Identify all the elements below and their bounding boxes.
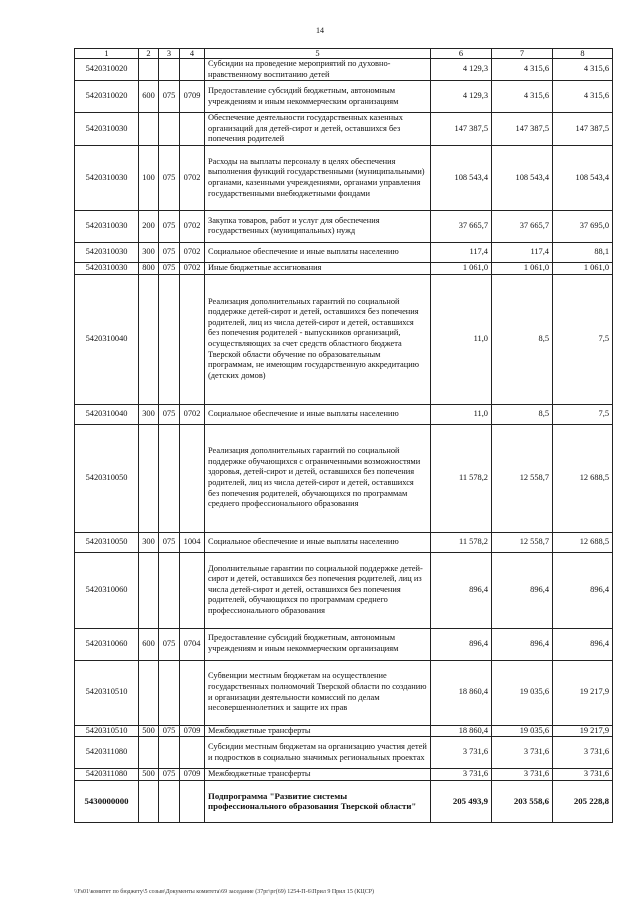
amount-year1-cell: 896,4 [431,628,492,660]
ministry-cell: 075 [159,81,180,113]
ministry-cell: 075 [159,769,180,781]
description-cell: Межбюджетные трансферты [205,725,431,737]
code-cell: 5420310050 [75,532,139,552]
type-cell: 300 [139,242,159,262]
header-cell: 2 [139,49,159,59]
table-row [75,81,613,113]
ministry-cell [159,737,180,769]
description-cell: Социальное обеспечение и иные выплаты населению [205,404,431,424]
amount-year1-cell: 3 731,6 [431,769,492,781]
table-row [75,725,613,737]
section-cell: 0709 [180,769,205,781]
amount-year3-cell: 19 217,9 [553,660,613,725]
amount-year1-cell: 37 665,7 [431,210,492,242]
description-cell: Социальное обеспечение и иные выплаты населению [205,242,431,262]
ministry-cell: 075 [159,532,180,552]
amount-year3-cell: 896,4 [553,628,613,660]
table-row [75,532,613,552]
code-cell: 5430000000 [75,780,139,822]
amount-year2-cell: 3 731,6 [492,769,553,781]
description-cell: Подпрограмма "Развитие системы профессионального образования Тверской области" [205,780,431,822]
amount-year1-cell: 117,4 [431,242,492,262]
section-cell [180,660,205,725]
amount-year2-cell: 4 315,6 [492,59,553,81]
amount-year3-cell: 3 731,6 [553,769,613,781]
section-cell: 0709 [180,725,205,737]
amount-year1-cell: 4 129,3 [431,59,492,81]
amount-year1-cell: 147 387,5 [431,113,492,146]
description-cell: Дополнительные гарантии по социальной поддержке детей-сирот и детей, оставшихся без попечения родителей, лиц из числа детей-сирот и детей, оставшихся без попечения родителей, обучающихся по программам среднего профессионального образования [205,552,431,628]
amount-year2-cell: 8,5 [492,274,553,404]
amount-year2-cell: 8,5 [492,404,553,424]
table-row [75,210,613,242]
amount-year3-cell: 896,4 [553,552,613,628]
amount-year2-cell: 12 558,7 [492,532,553,552]
type-cell: 800 [139,262,159,274]
page-number: 14 [316,26,324,35]
amount-year1-cell: 11 578,2 [431,424,492,532]
amount-year2-cell: 896,4 [492,628,553,660]
amount-year3-cell: 108 543,4 [553,145,613,210]
code-cell: 5420310020 [75,59,139,81]
amount-year1-cell: 18 860,4 [431,660,492,725]
code-cell: 5420310020 [75,81,139,113]
type-cell: 100 [139,145,159,210]
amount-year2-cell: 4 315,6 [492,81,553,113]
ministry-cell: 075 [159,404,180,424]
ministry-cell: 075 [159,145,180,210]
type-cell [139,113,159,146]
amount-year1-cell: 11 578,2 [431,532,492,552]
section-cell [180,424,205,532]
code-cell: 5420311080 [75,737,139,769]
amount-year3-cell: 3 731,6 [553,737,613,769]
table-row [75,262,613,274]
description-cell: Реализация дополнительных гарантий по социальной поддержке детей-сирот и детей, оставшихся без попечения родителей, лиц из числа детей-сирот и детей, оставшихся без попечения родителей - выпускников организаций, осуществляющих за счет средств областного бюджета Тверской области обучение по образовательным программам, не имеющим государственную аккредитацию (детских домов) [205,274,431,404]
code-cell: 5420310030 [75,242,139,262]
type-cell: 200 [139,210,159,242]
section-cell [180,113,205,146]
table-row [75,404,613,424]
table-row [75,145,613,210]
type-cell: 500 [139,769,159,781]
code-cell: 5420310060 [75,552,139,628]
amount-year2-cell: 1 061,0 [492,262,553,274]
description-cell: Субсидии местным бюджетам на организацию участия детей и подростков в социально значимых региональных проектах [205,737,431,769]
amount-year3-cell: 205 228,8 [553,780,613,822]
ministry-cell [159,424,180,532]
table-row [75,769,613,781]
code-cell: 5420310030 [75,210,139,242]
ministry-cell [159,59,180,81]
type-cell: 300 [139,532,159,552]
section-cell: 0709 [180,81,205,113]
type-cell [139,552,159,628]
description-cell: Предоставление субсидий бюджетным, автономным учреждениям и иным некоммерческим организациям [205,628,431,660]
table-row [75,113,613,146]
section-cell [180,59,205,81]
code-cell: 5420310060 [75,628,139,660]
amount-year2-cell: 203 558,6 [492,780,553,822]
type-cell [139,780,159,822]
section-cell: 0702 [180,262,205,274]
amount-year1-cell: 896,4 [431,552,492,628]
description-cell: Закупка товаров, работ и услуг для обеспечения государственных (муниципальных) нужд [205,210,431,242]
code-cell: 5420310040 [75,274,139,404]
amount-year1-cell: 4 129,3 [431,81,492,113]
file-path-footer: \\Fs01\комитет по бюджету\5 созыв\Документы комитета\69 заседание (37рг\рг(69) 1254-П-6\Прил 9 Прил 15 (КЦСР) [74,889,375,895]
type-cell: 600 [139,81,159,113]
ministry-cell: 075 [159,242,180,262]
code-cell: 5420311080 [75,769,139,781]
amount-year2-cell: 37 665,7 [492,210,553,242]
amount-year1-cell: 205 493,9 [431,780,492,822]
table-row [75,780,613,822]
description-cell: Субвенции местным бюджетам на осуществление государственных полномочий Тверской области по созданию и организации деятельности комиссий по делам несовершеннолетних и защите их прав [205,660,431,725]
header-cell: 7 [492,49,553,59]
amount-year1-cell: 3 731,6 [431,737,492,769]
amount-year1-cell: 18 860,4 [431,725,492,737]
amount-year2-cell: 3 731,6 [492,737,553,769]
amount-year2-cell: 896,4 [492,552,553,628]
table-row [75,660,613,725]
ministry-cell [159,660,180,725]
amount-year1-cell: 11,0 [431,274,492,404]
ministry-cell [159,552,180,628]
section-cell: 1004 [180,532,205,552]
section-cell: 0702 [180,210,205,242]
description-cell: Реализация дополнительных гарантий по социальной поддержке обучающихся с ограниченными возможностями здоровья, детей-сирот и детей, оставшихся без попечения родителей, лиц из числа детей-сирот и детей, оставшихся без попечения родителей, обучающихся по программам среднего профессионального образования [205,424,431,532]
amount-year3-cell: 4 315,6 [553,81,613,113]
code-cell: 5420310510 [75,660,139,725]
section-cell [180,274,205,404]
table-row [75,59,613,81]
table-row [75,274,613,404]
ministry-cell [159,274,180,404]
amount-year2-cell: 12 558,7 [492,424,553,532]
amount-year3-cell: 88,1 [553,242,613,262]
header-cell: 4 [180,49,205,59]
section-cell: 0704 [180,628,205,660]
type-cell: 500 [139,725,159,737]
amount-year3-cell: 19 217,9 [553,725,613,737]
section-cell [180,552,205,628]
amount-year3-cell: 7,5 [553,404,613,424]
header-cell: 5 [205,49,431,59]
description-cell: Обеспечение деятельности государственных казенных организаций для детей-сирот и детей, оставшихся без попечения родителей [205,113,431,146]
code-cell: 5420310030 [75,113,139,146]
amount-year3-cell: 1 061,0 [553,262,613,274]
type-cell [139,737,159,769]
amount-year2-cell: 19 035,6 [492,725,553,737]
description-cell: Иные бюджетные ассигнования [205,262,431,274]
amount-year2-cell: 19 035,6 [492,660,553,725]
ministry-cell: 075 [159,628,180,660]
ministry-cell: 075 [159,210,180,242]
ministry-cell [159,113,180,146]
description-cell: Социальное обеспечение и иные выплаты населению [205,532,431,552]
table-row [75,737,613,769]
amount-year3-cell: 4 315,6 [553,59,613,81]
description-cell: Субсидии на проведение мероприятий по духовно-нравственному воспитанию детей [205,59,431,81]
table-row [75,552,613,628]
ministry-cell: 075 [159,725,180,737]
type-cell [139,59,159,81]
code-cell: 5420310050 [75,424,139,532]
amount-year2-cell: 108 543,4 [492,145,553,210]
description-cell: Расходы на выплаты персоналу в целях обеспечения выполнения функций государственными (муниципальными) органами, казенными учреждениями, органами управления государственными внебюджетными фондами [205,145,431,210]
amount-year2-cell: 147 387,5 [492,113,553,146]
ministry-cell [159,780,180,822]
header-cell: 8 [553,49,613,59]
code-cell: 5420310510 [75,725,139,737]
code-cell: 5420310030 [75,262,139,274]
description-cell: Межбюджетные трансферты [205,769,431,781]
section-cell [180,737,205,769]
type-cell [139,660,159,725]
type-cell [139,424,159,532]
table-header-row [75,49,613,59]
type-cell [139,274,159,404]
amount-year2-cell: 117,4 [492,242,553,262]
section-cell: 0702 [180,145,205,210]
amount-year1-cell: 1 061,0 [431,262,492,274]
amount-year3-cell: 147 387,5 [553,113,613,146]
budget-table [74,48,613,823]
amount-year1-cell: 11,0 [431,404,492,424]
section-cell: 0702 [180,404,205,424]
amount-year3-cell: 12 688,5 [553,424,613,532]
section-cell [180,780,205,822]
type-cell: 300 [139,404,159,424]
code-cell: 5420310030 [75,145,139,210]
table-row [75,424,613,532]
table-row [75,242,613,262]
section-cell: 0702 [180,242,205,262]
type-cell: 600 [139,628,159,660]
code-cell: 5420310040 [75,404,139,424]
amount-year3-cell: 7,5 [553,274,613,404]
header-cell: 3 [159,49,180,59]
table-body [75,59,613,823]
amount-year1-cell: 108 543,4 [431,145,492,210]
description-cell: Предоставление субсидий бюджетным, автономным учреждениям и иным некоммерческим организациям [205,81,431,113]
amount-year3-cell: 12 688,5 [553,532,613,552]
header-cell: 1 [75,49,139,59]
amount-year3-cell: 37 695,0 [553,210,613,242]
ministry-cell: 075 [159,262,180,274]
header-cell: 6 [431,49,492,59]
table-row [75,628,613,660]
